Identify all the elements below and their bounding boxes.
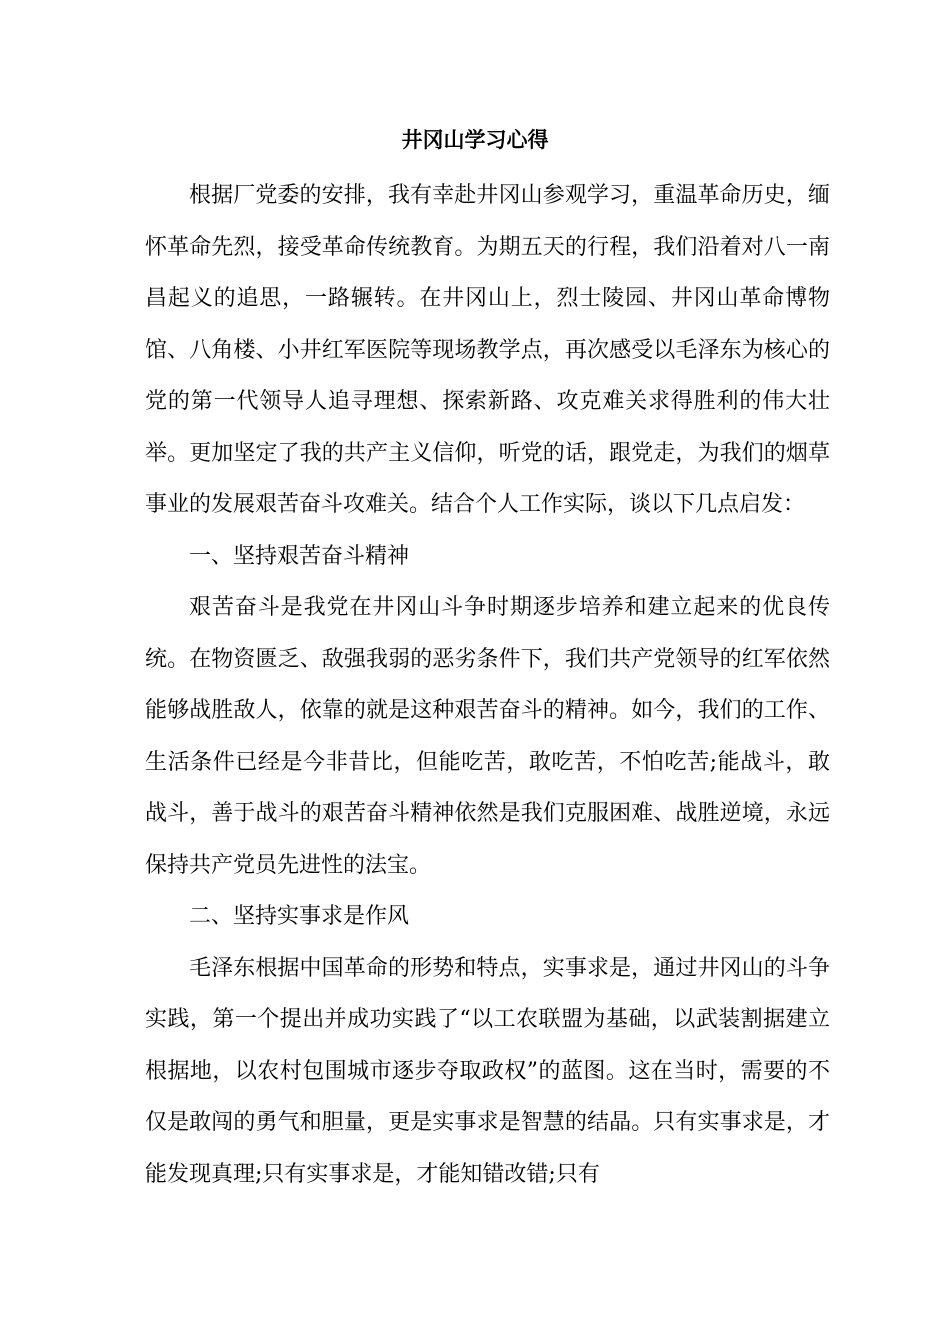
section-heading-2: 二、坚持实事求是作风	[189, 904, 410, 929]
document-body	[145, 170, 830, 1200]
section-1-paragraph: 艰苦奋斗是我党在井冈山斗争时期逐步培养和建立起来的优良传统。在物资匮乏、敌强我弱的恶劣条件下，我们共产党领导的红军依然能够战胜敌人，依靠的就是这种艰苦奋斗的精神。如今，我们的工作、生活条件已经是今非昔比，但能吃苦，敢吃苦，不怕吃苦;能战斗，敢战斗，善于战斗的艰苦奋斗精神依然是我们克服困难、战胜逆境，永远保持共产党员先进性的法宝。	[145, 595, 830, 878]
intro-paragraph: 根据厂党委的安排，我有幸赴井冈山参观学习，重温革命历史，缅怀革命先烈，接受革命传统教育。为期五天的行程，我们沿着对八一南昌起义的追思，一路辗转。在井冈山上，烈士陵园、井冈山革命博物馆、八角楼、小井红军医院等现场教学点，再次感受以毛泽东为核心的党的第一代领导人追寻理想、探索新路、攻克难关求得胜利的伟大壮举。更加坚定了我的共产主义信仰，听党的话，跟党走，为我们的烟草事业的发展艰苦奋斗攻难关。结合个人工作实际，谈以下几点启发：	[145, 183, 830, 517]
section-2-paragraph: 毛泽东根据中国革命的形势和特点，实事求是，通过井冈山的斗争实践，第一个提出并成功实践了“以工农联盟为基础，以武装割据建立根据地，以农村包围城市逐步夺取政权”的蓝图。这在当时，需要的不仅是敢闯的勇气和胆量，更是实事求是智慧的结晶。只有实事求是，才能发现真理;只有实事求是，才能知错改错;只有	[145, 955, 830, 1187]
document-title: 井冈山学习心得	[401, 127, 549, 152]
section-heading-1: 一、坚持艰苦奋斗精神	[189, 543, 410, 569]
